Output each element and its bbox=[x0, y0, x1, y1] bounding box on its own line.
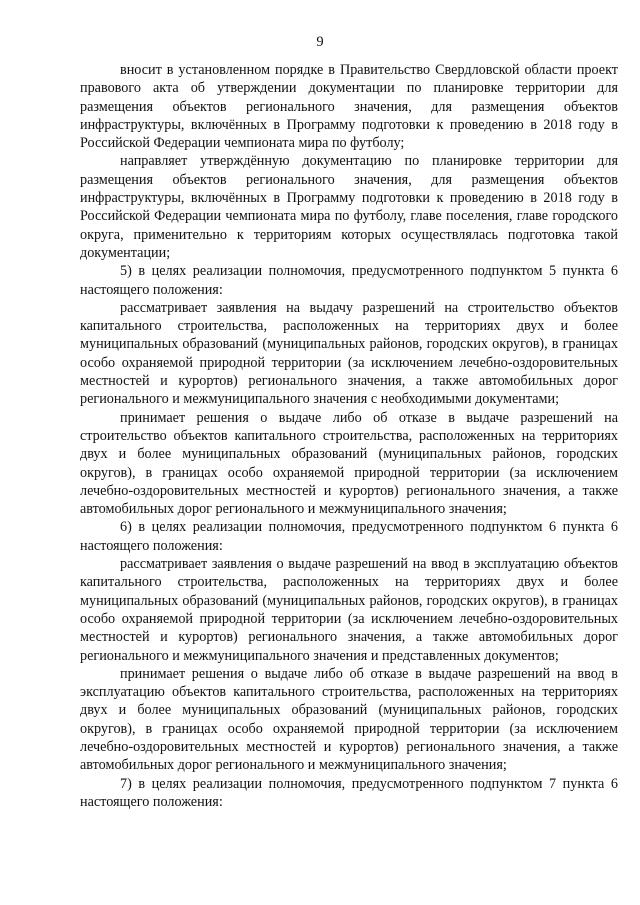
paragraph-item-6-intro: 6) в целях реализации полномочия, предусмотренного подпунктом 6 пункта 6 настоящего положения: bbox=[80, 519, 618, 554]
paragraph-reviews-commissioning-applications: рассматривает заявления о выдаче разрешений на ввод в эксплуатацию объектов капитального строительства, расположенных на территориях двух и более муниципальных образований (муниципальных районов, городских округов), в границах особо охраняемой природной территории (за исключением лечебно-оздоровительных местностей и курортов) регионального значения, а также автомобильных дорог регионального и межмуниципального значения и представленных документов; bbox=[80, 556, 618, 664]
paragraph-sends-approved-documentation: направляет утверждённую документацию по планировке территории для размещения объектов регионального значения, для размещения объектов инфраструктуры, включённых в Программу подготовки к проведению в 2018 году в Российской Федерации чемпионата мира по футболу, главе поселения, главе городского округа, применительно к территориям которых осуществлялась подготовка такой документации; bbox=[80, 153, 618, 261]
paragraph-decides-construction-permits: принимает решения о выдаче либо об отказе в выдаче разрешений на строительство объектов капитального строительства, расположенных на территориях двух и более муниципальных образований (муниципальных районов, городских округов), в границах особо охраняемой природной территории (за исключением лечебно-оздоровительных местностей и курортов) регионального значения, а также автомобильных дорог регионального и межмуниципального значения; bbox=[80, 409, 618, 518]
paragraph-item-5-intro: 5) в целях реализации полномочия, предусмотренного подпунктом 5 пункта 6 настоящего положения: bbox=[80, 263, 618, 298]
paragraph-submits-draft-act: вносит в установленном порядке в Правительство Свердловской области проект правового акта об утверждении документации по планировке территории для размещения объектов регионального значения, для размещения объектов инфраструктуры, включённых в Программу подготовки к проведению в 2018 году в Российской Федерации чемпионата мира по футболу; bbox=[80, 62, 618, 152]
page-number: 9 bbox=[316, 34, 324, 50]
paragraph-decides-commissioning-permits: принимает решения о выдаче либо об отказе в выдаче разрешений на ввод в эксплуатацию объектов капитального строительства, расположенных на территориях двух и более муниципальных образований (муниципальных районов, городских округов), в границах особо охраняемой природной территории (за исключением лечебно-оздоровительных местностей и курортов) регионального значения, а также автомобильных дорог регионального и межмуниципального значения; bbox=[80, 665, 618, 774]
document-body bbox=[80, 61, 618, 811]
paragraph-item-7-intro: 7) в целях реализации полномочия, предусмотренного подпунктом 7 пункта 6 настоящего положения: bbox=[80, 775, 618, 810]
paragraph-reviews-construction-applications: рассматривает заявления на выдачу разрешений на строительство объектов капитального строительства, расположенных на территориях двух и более муниципальных образований (муниципальных районов, городских округов), в границах особо охраняемой природной территории (за исключением лечебно-оздоровительных местностей и курортов) регионального значения, а также автомобильных дорог регионального и межмуниципального значения с необходимыми документами; bbox=[80, 299, 618, 408]
